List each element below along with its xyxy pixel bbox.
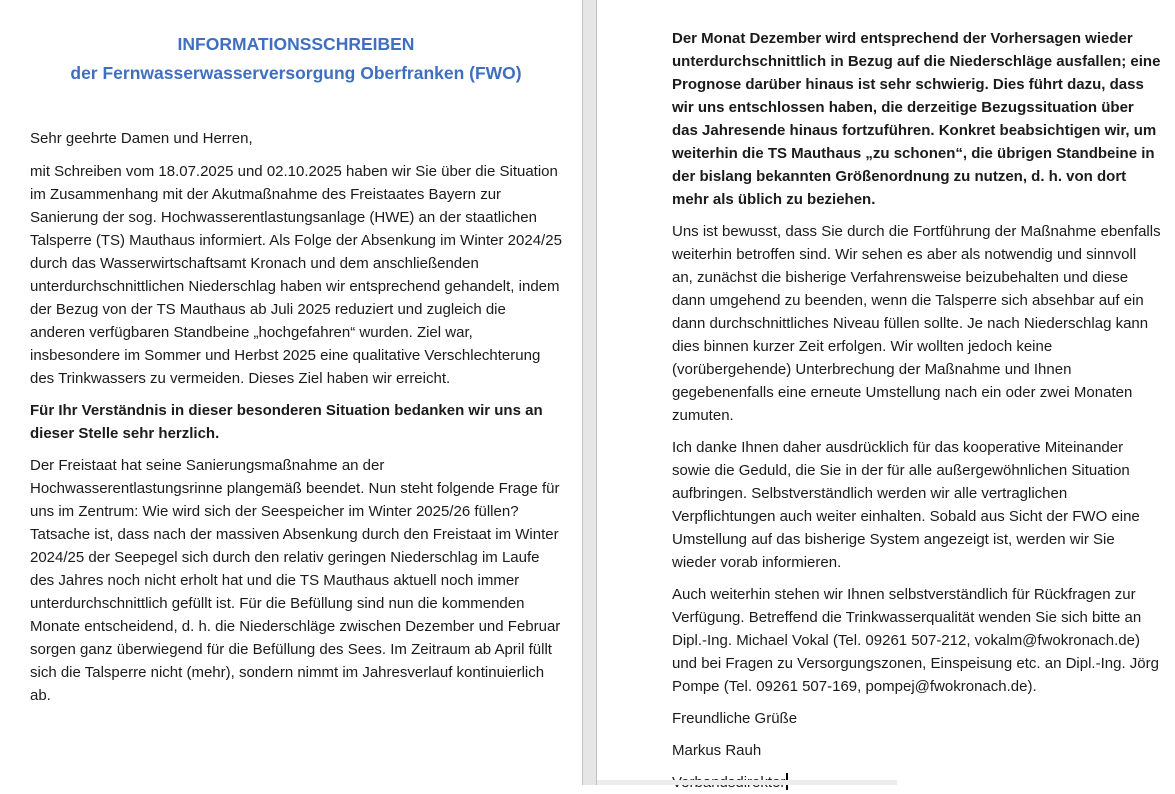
document-page-1[interactable] xyxy=(0,0,582,785)
closing-phrase[interactable]: Freundliche Grüße xyxy=(672,710,798,727)
page-1-content xyxy=(0,0,582,707)
page-bottom-edge xyxy=(597,780,897,785)
page-2-content xyxy=(597,0,1175,794)
page-gap-divider xyxy=(582,0,597,785)
salutation[interactable]: Sehr geehrte Damen und Herren, xyxy=(30,130,253,147)
paragraph-thanks-bold[interactable]: Für Ihr Verständnis in dieser besonderen Situation bedanken wir uns an dieser Stelle sehr herzlich. xyxy=(30,402,543,442)
signature-name[interactable]: Markus Rauh xyxy=(672,742,762,759)
paragraph-freistaat-sanierung[interactable]: Der Freistaat hat seine Sanierungsmaßnahme an der Hochwasserentlastungsrinne plangemäß beendet. Nun steht folgende Frage für uns im Zentrum: Wie wird sich der Seespeicher im Winter 2025/26 füllen? Tatsache ist, dass nach der massiven Absenkung durch den Freistaat im Winter 2024/25 der Seepegel sich durch den relativ geringen Niederschlag im Laufe des Jahres noch nicht erholt hat und die TS Mauthaus aktuell noch immer unterdurchschnittlich gefüllt ist. Für die Befüllung sind nun die kommenden Monate entscheidend, d. h. die Niederschläge zwischen Dezember und Februar sorgen ganz überwiegend für die Befüllung des Sees. Im Zeitraum ab April füllt sich die Talsperre nicht (mehr), sondern nimmt im Jahresverlauf kontinuierlich ab. xyxy=(30,457,561,704)
document-title-line-1[interactable]: INFORMATIONSSCHREIBEN xyxy=(177,34,415,54)
paragraph-december-forecast[interactable]: Der Monat Dezember wird entsprechend der Vorhersagen wieder unterdurchschnittlich in Bezug auf die Niederschläge ausfallen; eine Prognose darüber hinaus ist sehr schwierig. Dies führt dazu, dass wir uns entschlossen haben, die derzeitige Bezugssituation über das Jahresende hinaus fortzuführen. Konkret beabsichtigen wir, um weiterhin die TS Mauthaus „zu schonen“, die übrigen Standbeine in der bislang bekannten Größenordnung zu nutzen, d. h. von dort mehr als üblich zu beziehen. xyxy=(672,30,1161,208)
paragraph-intro-situation[interactable]: mit Schreiben vom 18.07.2025 und 02.10.2025 haben wir Sie über die Situation im Zusammenhang mit der Akutmaßnahme des Freistaates Bayern zur Sanierung der sog. Hochwasserentlastungsanlage (HWE) an der staatlichen Talsperre (TS) Mauthaus informiert. Als Folge der Absenkung im Winter 2024/25 durch das Wasserwirtschaftsamt Kronach und dem anschließenden unterdurchschnittlichen Niederschlag haben wir entsprechend gehandelt, indem der Bezug von der TS Mauthaus ab Juli 2025 reduziert und zugleich die anderen verfügbaren Standbeine „hochgefahren“ wurden. Ziel war, insbesondere im Sommer und Herbst 2025 eine qualitative Verschlechterung des Trinkwassers zu vermeiden. Dieses Ziel haben wir erreicht. xyxy=(30,163,562,387)
paragraph-awareness[interactable]: Uns ist bewusst, dass Sie durch die Fortführung der Maßnahme ebenfalls weiterhin betroffen sind. Wir sehen es aber als notwendig und sinnvoll an, zunächst die bisherige Verfahrensweise beizubehalten und diese dann umgehend zu beenden, wenn die Talsperre sich absehbar auf ein dann durchschnittliches Niveau füllen sollte. Je nach Niederschlag kann dies binnen kurzer Zeit erfolgen. Wir wollten jedoch keine (vorübergehende) Unterbrechung der Maßnahme und Ihnen gegebenenfalls eine erneute Umstellung nach ein oder zwei Monaten zumuten. xyxy=(672,223,1161,424)
document-page-2[interactable] xyxy=(597,0,1175,785)
paragraph-gratitude[interactable]: Ich danke Ihnen daher ausdrücklich für das kooperative Miteinander sowie die Geduld, die Sie in der für alle außergewöhnlichen Situation aufbringen. Selbstverständlich werden wir alle vertraglichen Verpflichtungen auch weiter einhalten. Sobald aus Sicht der FWO eine Umstellung auf das bisherige System angezeigt ist, werden wir Sie wieder vorab informieren. xyxy=(672,439,1140,571)
document-title-line-2[interactable]: der Fernwasserwasserversorgung Oberfranken (FWO) xyxy=(70,63,522,83)
paragraph-contacts[interactable]: Auch weiterhin stehen wir Ihnen selbstverständlich für Rückfragen zur Verfügung. Betreffend die Trinkwasserqualität wenden Sie sich bitte an Dipl.-Ing. Michael Vokal (Tel. 09261 507-212, vokalm@fwokronach.de) und bei Fragen zu Versorgungszonen, Einspeisung etc. an Dipl.-Ing. Jörg Pompe (Tel. 09261 507-169, pompej@fwokronach.de). xyxy=(672,586,1159,695)
